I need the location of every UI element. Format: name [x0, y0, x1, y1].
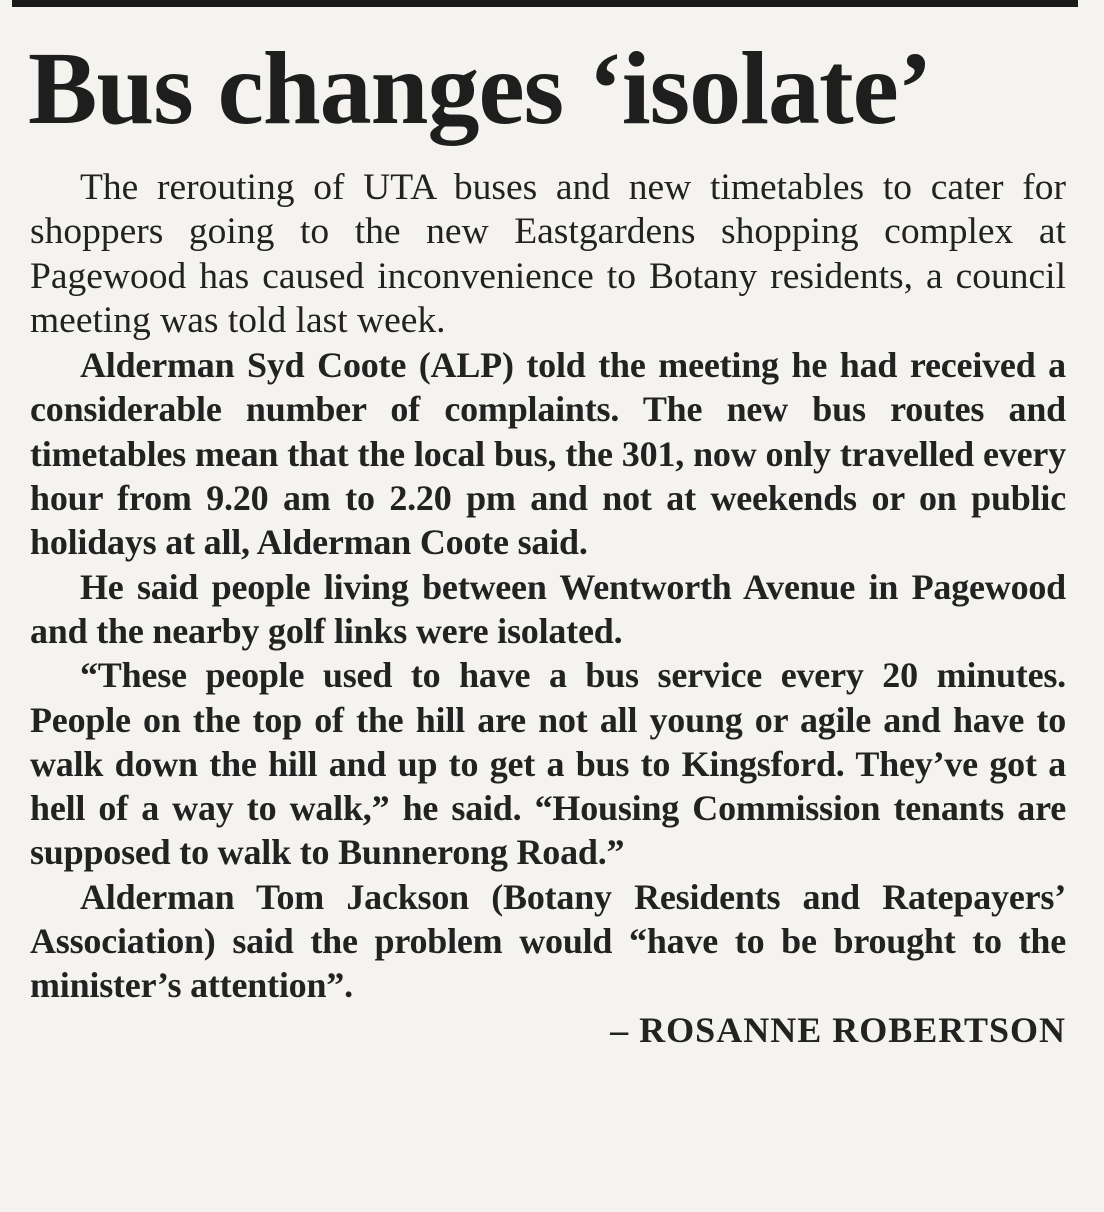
- headline: Bus changes ‘isolate’: [28, 31, 932, 146]
- paragraph-jackson: Alderman Tom Jackson (Botany Residents and Ratepayers’ Association) said the problem would “have to be brought to the minister’s attention”.: [30, 876, 1066, 1006]
- paragraph-coote-complaints: Alderman Syd Coote (ALP) told the meeting he had received a considerable number of complaints. The new bus routes and timetables mean that the local bus, the 301, now only travelled every hour from 9.20 am to 2.20 pm and not at weekends or on public holidays at all, Alderman Coote said.: [30, 345, 1066, 563]
- top-rule: [12, 0, 1078, 7]
- paragraph-quote: “These people used to have a bus service every 20 minutes. People on the top of the hill are not all young or agile and have to walk down the hill and up to get a bus to Kingsford. They’ve got a hell of a way to walk,” he said. “Housing Commission tenants are supposed to walk to Bunnerong Road.”: [30, 655, 1066, 873]
- byline: – ROSANNE ROBERTSON: [610, 1009, 1066, 1050]
- article-body: [30, 166, 1066, 1052]
- paragraph-isolated: He said people living between Wentworth Avenue in Pagewood and the nearby golf links were isolated.: [30, 566, 1066, 651]
- paragraph-rerouting: The rerouting of UTA buses and new timetables to cater for shoppers going to the new Eastgardens shopping complex at Pagewood has caused inconvenience to Botany residents, a council meeting was told last week.: [30, 167, 1066, 341]
